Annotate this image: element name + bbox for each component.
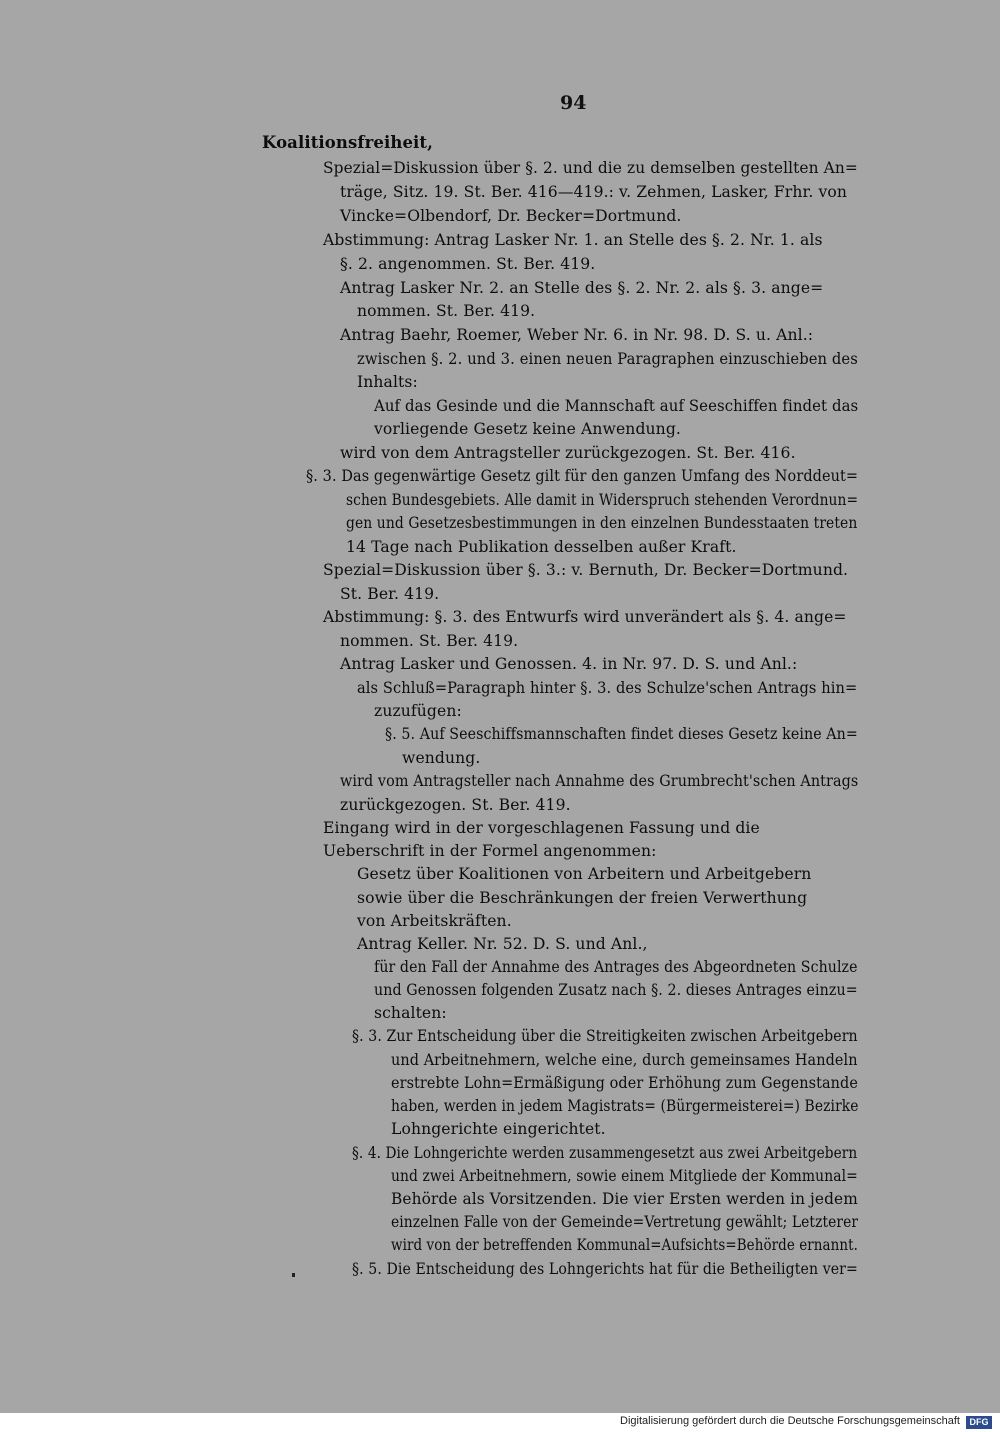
text-line: Abstimmung: §. 3. des Entwurfs wird unverändert als §. 4. ange= [323,608,847,626]
text-line: Vincke=Olbendorf, Dr. Becker=Dortmund. [340,207,682,225]
text-line: Lohngerichte eingerichtet. [391,1120,606,1138]
text-line: und zwei Arbeitnehmern, sowie einem Mitgliede der Kommunal= [391,1167,858,1185]
text-line: Behörde als Vorsitzenden. Die vier Ersten werden in jedem [391,1190,858,1208]
text-line: als Schluß=Paragraph hinter §. 3. des Schulze'schen Antrags hin= [357,679,858,697]
text-line: Abstimmung: Antrag Lasker Nr. 1. an Stelle des §. 2. Nr. 1. als [323,231,823,249]
text-line: sowie über die Beschränkungen der freien Verwerthung [357,889,808,907]
section-heading: Koalitionsfreiheit, [262,133,433,152]
funding-credit: Digitalisierung gefördert durch die Deutsche Forschungsgemeinschaft [620,1415,960,1427]
footer-bar [0,1413,1000,1432]
text-line: §. 2. angenommen. St. Ber. 419. [340,255,596,273]
text-line: schen Bundesgebiets. Alle damit in Widerspruch stehenden Verordnun= [346,491,859,509]
text-line: Auf das Gesinde und die Mannschaft auf Seeschiffen findet das [374,397,859,415]
text-line: Inhalts: [357,373,418,391]
text-line: wendung. [402,749,481,767]
text-line: haben, werden in jedem Magistrats= (Bürgermeisterei=) Bezirke [391,1097,859,1115]
text-line: träge, Sitz. 19. St. Ber. 416—419.: v. Zehmen, Lasker, Frhr. von [340,183,848,201]
text-line: §. 5. Auf Seeschiffsmannschaften findet dieses Gesetz keine An= [385,725,858,743]
text-line: vorliegende Gesetz keine Anwendung. [374,420,681,438]
text-line: erstrebte Lohn=Ermäßigung oder Erhöhung zum Gegenstande [391,1074,858,1092]
text-line: §. 3. Das gegenwärtige Gesetz gilt für den ganzen Umfang des Norddeut= [306,467,859,485]
text-line: und Arbeitnehmern, welche eine, durch gemeinsames Handeln [391,1051,858,1069]
text-line: Antrag Keller. Nr. 52. D. S. und Anl., [357,935,648,953]
text-line: Antrag Baehr, Roemer, Weber Nr. 6. in Nr. 98. D. S. u. Anl.: [340,326,814,344]
text-line: Gesetz über Koalitionen von Arbeitern und Arbeitgebern [357,865,812,883]
text-line: und Genossen folgenden Zusatz nach §. 2. dieses Antrages einzu= [374,981,858,999]
text-line: wird von der betreffenden Kommunal=Aufsichts=Behörde ernannt. [391,1236,858,1254]
text-line: Eingang wird in der vorgeschlagenen Fassung und die [323,819,760,837]
text-line: §. 3. Zur Entscheidung über die Streitigkeiten zwischen Arbeitgebern [352,1027,858,1045]
text-line: schalten: [374,1004,447,1022]
text-line: zurückgezogen. St. Ber. 419. [340,796,571,814]
text-line: wird von dem Antragsteller zurückgezogen. St. Ber. 416. [340,444,796,462]
text-line: Spezial=Diskussion über §. 2. und die zu demselben gestellten An= [323,159,858,177]
text-line: §. 5. Die Entscheidung des Lohngerichts hat für die Betheiligten ver= [352,1260,858,1278]
text-line: zuzufügen: [374,702,462,720]
text-line: §. 4. Die Lohngerichte werden zusammengesetzt aus zwei Arbeitgebern [352,1144,858,1162]
text-line: zwischen §. 2. und 3. einen neuen Paragraphen einzuschieben des [357,350,858,368]
text-line: Spezial=Diskussion über §. 3.: v. Bernuth, Dr. Becker=Dortmund. [323,561,849,579]
page-number: 94 [560,92,587,114]
text-line: nommen. St. Ber. 419. [340,632,519,650]
print-speck [292,1273,295,1277]
text-line: für den Fall der Annahme des Antrages des Abgeordneten Schulze [374,958,858,976]
text-line: Antrag Lasker und Genossen. 4. in Nr. 97. D. S. und Anl.: [340,655,798,673]
text-line: 14 Tage nach Publikation desselben außer Kraft. [346,538,737,556]
text-line: gen und Gesetzesbestimmungen in den einzelnen Bundesstaaten treten [346,514,858,532]
dfg-logo-icon: DFG [966,1416,992,1429]
text-line: Antrag Lasker Nr. 2. an Stelle des §. 2. Nr. 2. als §. 3. ange= [340,279,824,297]
text-line: wird vom Antragsteller nach Annahme des Grumbrecht'schen Antrags [340,772,859,790]
text-line: Ueberschrift in der Formel angenommen: [323,842,657,860]
text-line: nommen. St. Ber. 419. [357,302,536,320]
text-line: St. Ber. 419. [340,585,440,603]
text-line: von Arbeitskräften. [357,912,512,930]
text-line: einzelnen Falle von der Gemeinde=Vertretung gewählt; Letzterer [391,1213,859,1231]
